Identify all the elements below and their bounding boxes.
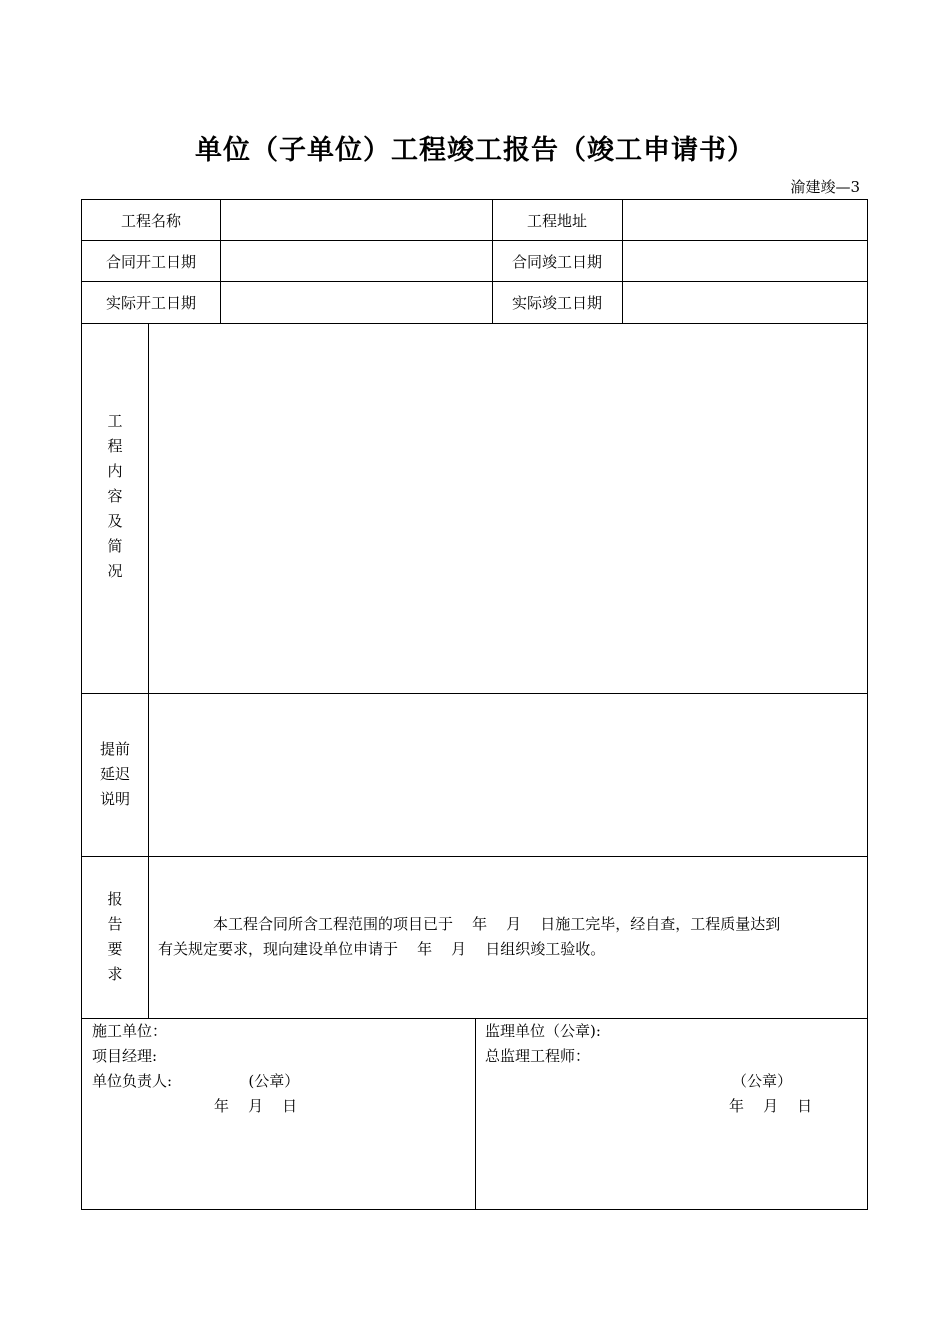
form-code: 渝建竣—3 (790, 178, 860, 196)
report-text-line2: 有关规定要求，现向建设单位申请于 年 月 日组织竣工验收。 (158, 940, 606, 958)
sig-supervision-unit: 监理单位（公章): (485, 1022, 601, 1040)
sig-left-date: 年 月 日 (214, 1097, 298, 1115)
sig-chief-supervisor: 总监理工程师： (485, 1047, 591, 1065)
field-contract-end-date[interactable] (623, 241, 867, 281)
label-delay-explanation: 提前 延迟 说明 (99, 740, 130, 808)
label-project-content: 工 程 内 容 及 简 况 (107, 412, 123, 580)
field-actual-start-date[interactable] (221, 282, 492, 323)
label-actual-end-date: 实际竣工日期 (511, 294, 602, 312)
field-contract-start-date[interactable] (221, 241, 492, 281)
field-project-address[interactable] (623, 200, 867, 240)
label-actual-start-date: 实际开工日期 (105, 294, 196, 312)
row-divider (82, 856, 867, 857)
label-project-address: 工程地址 (526, 211, 587, 230)
field-delay-explanation[interactable] (149, 694, 867, 856)
label-contract-end-date: 合同竣工日期 (511, 252, 602, 271)
field-actual-end-date[interactable] (623, 282, 867, 323)
report-text-line1: 本工程合同所含工程范围的项目已于 年 月 日施工完毕，经自查，工程质量达到 (213, 915, 781, 933)
field-project-content[interactable] (149, 324, 867, 693)
sig-right-date: 年 月 日 (729, 1097, 813, 1115)
field-project-name[interactable] (221, 200, 492, 240)
label-project-name: 工程名称 (120, 211, 181, 230)
label-report-request: 报 告 要 求 (107, 890, 123, 983)
sig-unit-head: 单位负责人: (公章） (92, 1072, 300, 1090)
sig-contractor-unit: 施工单位： (92, 1022, 168, 1040)
sig-project-manager: 项目经理: (92, 1047, 158, 1065)
sig-right-seal: （公章） (732, 1072, 793, 1090)
label-contract-start-date: 合同开工日期 (105, 252, 196, 271)
form-table (81, 199, 868, 1210)
col-divider (475, 1018, 476, 1209)
page-title: 单位（子单位）工程竣工报告（竣工申请书） (195, 135, 755, 166)
